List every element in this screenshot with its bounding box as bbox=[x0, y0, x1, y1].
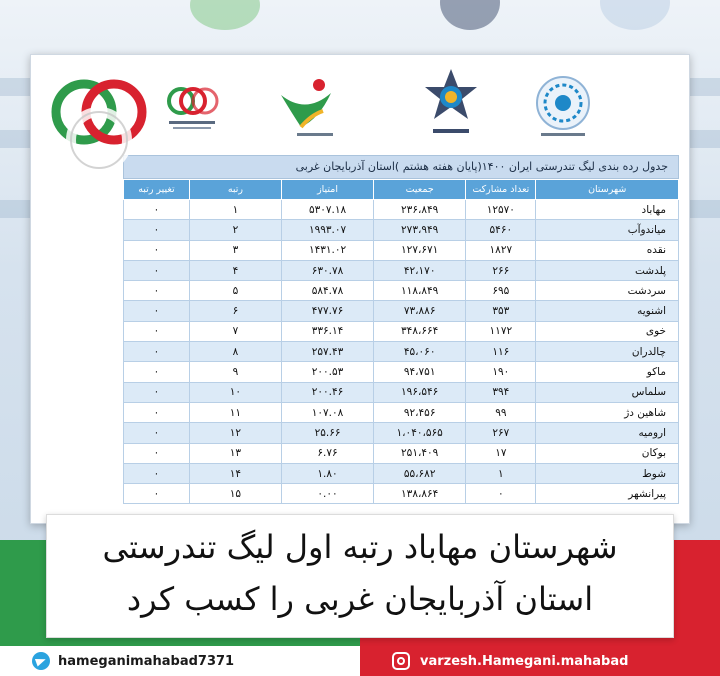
cell-rank: ۱۲ bbox=[189, 423, 281, 443]
instagram-footer[interactable] bbox=[360, 646, 720, 676]
cell-rank: ۱۴ bbox=[189, 463, 281, 483]
background-logo-blur bbox=[440, 0, 500, 30]
cell-rank-change: ۰ bbox=[124, 463, 190, 483]
cell-score: ۵۳۰۷.۱۸ bbox=[281, 200, 373, 220]
cell-city: ماکو bbox=[536, 362, 679, 382]
table-title: جدول رده بندی لیگ تندرستی ایران ۱۴۰۰(پایان هفته هشتم )استان آذربایجان غربی bbox=[123, 155, 679, 179]
cell-rank: ۳ bbox=[189, 240, 281, 260]
cell-rank: ۸ bbox=[189, 342, 281, 362]
cell-rank: ۱۵ bbox=[189, 484, 281, 504]
sports-rings-logo-icon bbox=[44, 70, 164, 190]
col-header-population: جمعیت bbox=[374, 180, 466, 200]
table-header-row bbox=[124, 180, 679, 200]
table-row bbox=[124, 362, 679, 382]
table-row bbox=[124, 260, 679, 280]
cell-participants: ۳۵۳ bbox=[466, 301, 536, 321]
instagram-icon bbox=[392, 652, 410, 670]
cell-population: ۷۳،۸۸۶ bbox=[374, 301, 466, 321]
sports-federation-logo-icon bbox=[161, 73, 221, 143]
cell-score: ۰.۰۰ bbox=[281, 484, 373, 504]
cell-city: نقده bbox=[536, 240, 679, 260]
cell-city: پیرانشهر bbox=[536, 484, 679, 504]
telegram-icon bbox=[32, 652, 50, 670]
table-row bbox=[124, 402, 679, 422]
cell-participants: ۰ bbox=[466, 484, 536, 504]
cell-population: ۳۴۸،۶۶۴ bbox=[374, 321, 466, 341]
table-row bbox=[124, 382, 679, 402]
cell-rank-change: ۰ bbox=[124, 423, 190, 443]
cell-rank-change: ۰ bbox=[124, 240, 190, 260]
cell-city: شوط bbox=[536, 463, 679, 483]
cell-rank: ۱۰ bbox=[189, 382, 281, 402]
cell-city: میاندوآب bbox=[536, 220, 679, 240]
cell-participants: ۱۱۷۲ bbox=[466, 321, 536, 341]
cell-participants: ۲۶۷ bbox=[466, 423, 536, 443]
cell-score: ۱۴۳۱.۰۲ bbox=[281, 240, 373, 260]
cell-city: پلدشت bbox=[536, 260, 679, 280]
cell-participants: ۱ bbox=[466, 463, 536, 483]
cell-population: ۵۵،۶۸۲ bbox=[374, 463, 466, 483]
cell-city: سردشت bbox=[536, 281, 679, 301]
cell-population: ۹۲،۴۵۶ bbox=[374, 402, 466, 422]
cell-rank: ۱ bbox=[189, 200, 281, 220]
cell-population: ۱۲۷،۶۷۱ bbox=[374, 240, 466, 260]
provincial-sports-logo-icon bbox=[531, 73, 595, 143]
background-logo-blur bbox=[600, 0, 670, 30]
table-row bbox=[124, 484, 679, 504]
table-row bbox=[124, 240, 679, 260]
cell-participants: ۱۸۲۷ bbox=[466, 240, 536, 260]
cell-population: ۴۲،۱۷۰ bbox=[374, 260, 466, 280]
cell-rank-change: ۰ bbox=[124, 301, 190, 321]
cell-city: بوکان bbox=[536, 443, 679, 463]
cell-score: ۶۳۰.۷۸ bbox=[281, 260, 373, 280]
col-header-participants: تعداد مشارکت bbox=[466, 180, 536, 200]
table-row bbox=[124, 342, 679, 362]
standings-table bbox=[123, 179, 679, 504]
col-header-rank: رتبه bbox=[189, 180, 281, 200]
telegram-handle[interactable]: hameganimahabad7371 bbox=[58, 653, 235, 669]
table-row bbox=[124, 463, 679, 483]
col-header-score: امتیاز bbox=[281, 180, 373, 200]
cell-population: ۱۱۸،۸۴۹ bbox=[374, 281, 466, 301]
cell-score: ۴۷۷.۷۶ bbox=[281, 301, 373, 321]
cell-participants: ۶۹۵ bbox=[466, 281, 536, 301]
cell-rank: ۲ bbox=[189, 220, 281, 240]
cell-population: ۱۹۶،۵۴۶ bbox=[374, 382, 466, 402]
cell-rank-change: ۰ bbox=[124, 260, 190, 280]
cell-city: سلماس bbox=[536, 382, 679, 402]
cell-rank-change: ۰ bbox=[124, 443, 190, 463]
logos-row bbox=[121, 63, 681, 155]
table-row bbox=[124, 301, 679, 321]
police-emblem-logo-icon bbox=[421, 67, 481, 147]
cell-rank-change: ۰ bbox=[124, 382, 190, 402]
cell-participants: ۱۹۰ bbox=[466, 362, 536, 382]
cell-score: ۲۰۰.۵۳ bbox=[281, 362, 373, 382]
cell-participants: ۹۹ bbox=[466, 402, 536, 422]
cell-rank: ۱۱ bbox=[189, 402, 281, 422]
table-row bbox=[124, 423, 679, 443]
cell-population: ۱،۰۴۰،۵۶۵ bbox=[374, 423, 466, 443]
cell-participants: ۲۶۶ bbox=[466, 260, 536, 280]
cell-city: اشنویه bbox=[536, 301, 679, 321]
cell-rank-change: ۰ bbox=[124, 200, 190, 220]
cell-rank-change: ۰ bbox=[124, 362, 190, 382]
cell-population: ۱۳۸،۸۶۴ bbox=[374, 484, 466, 504]
table-row bbox=[124, 321, 679, 341]
headline-line-2: استان آذربایجان غربی را کسب کرد bbox=[126, 580, 594, 618]
cell-city: شاهین دژ bbox=[536, 402, 679, 422]
cell-participants: ۱۱۶ bbox=[466, 342, 536, 362]
cell-rank-change: ۰ bbox=[124, 484, 190, 504]
cell-rank: ۴ bbox=[189, 260, 281, 280]
cell-rank-change: ۰ bbox=[124, 281, 190, 301]
cell-score: ۲۵۷.۴۳ bbox=[281, 342, 373, 362]
cell-city: خوی bbox=[536, 321, 679, 341]
table-row bbox=[124, 443, 679, 463]
cell-score: ۱۰۷.۰۸ bbox=[281, 402, 373, 422]
cell-rank: ۶ bbox=[189, 301, 281, 321]
table-row bbox=[124, 281, 679, 301]
instagram-handle[interactable]: varzesh.Hamegani.mahabad bbox=[420, 653, 629, 669]
cell-score: ۶.۷۶ bbox=[281, 443, 373, 463]
cell-score: ۱.۸۰ bbox=[281, 463, 373, 483]
cell-city: مهاباد bbox=[536, 200, 679, 220]
cell-score: ۱۹۹۳.۰۷ bbox=[281, 220, 373, 240]
cell-population: ۲۳۶،۸۴۹ bbox=[374, 200, 466, 220]
cell-population: ۲۵۱،۴۰۹ bbox=[374, 443, 466, 463]
cell-rank-change: ۰ bbox=[124, 321, 190, 341]
cell-score: ۲۰۰.۴۶ bbox=[281, 382, 373, 402]
cell-participants: ۵۴۶۰ bbox=[466, 220, 536, 240]
cell-score: ۲۵.۶۶ bbox=[281, 423, 373, 443]
cell-rank-change: ۰ bbox=[124, 402, 190, 422]
cell-participants: ۳۹۴ bbox=[466, 382, 536, 402]
headline-line-1: شهرستان مهاباد رتبه اول لیگ تندرستی bbox=[102, 528, 618, 566]
cell-rank: ۵ bbox=[189, 281, 281, 301]
table-row bbox=[124, 200, 679, 220]
col-header-rank-change: تغییر رتبه bbox=[124, 180, 190, 200]
background-logo-blur bbox=[190, 0, 260, 30]
cell-participants: ۱۲۵۷۰ bbox=[466, 200, 536, 220]
col-header-city: شهرستان bbox=[536, 180, 679, 200]
cell-city: چالدران bbox=[536, 342, 679, 362]
cell-population: ۴۵،۰۶۰ bbox=[374, 342, 466, 362]
cell-rank-change: ۰ bbox=[124, 342, 190, 362]
cell-city: ارومیه bbox=[536, 423, 679, 443]
cell-participants: ۱۷ bbox=[466, 443, 536, 463]
cell-rank: ۷ bbox=[189, 321, 281, 341]
cell-rank-change: ۰ bbox=[124, 220, 190, 240]
cell-rank: ۱۳ bbox=[189, 443, 281, 463]
cell-score: ۳۳۶.۱۴ bbox=[281, 321, 373, 341]
headline-box bbox=[46, 514, 674, 638]
cell-score: ۵۸۴.۷۸ bbox=[281, 281, 373, 301]
cell-population: ۹۴،۷۵۱ bbox=[374, 362, 466, 382]
cell-rank: ۹ bbox=[189, 362, 281, 382]
table-row bbox=[124, 220, 679, 240]
cell-population: ۲۷۳،۹۴۹ bbox=[374, 220, 466, 240]
telegram-footer[interactable] bbox=[0, 646, 360, 676]
health-league-logo-icon bbox=[271, 75, 351, 141]
